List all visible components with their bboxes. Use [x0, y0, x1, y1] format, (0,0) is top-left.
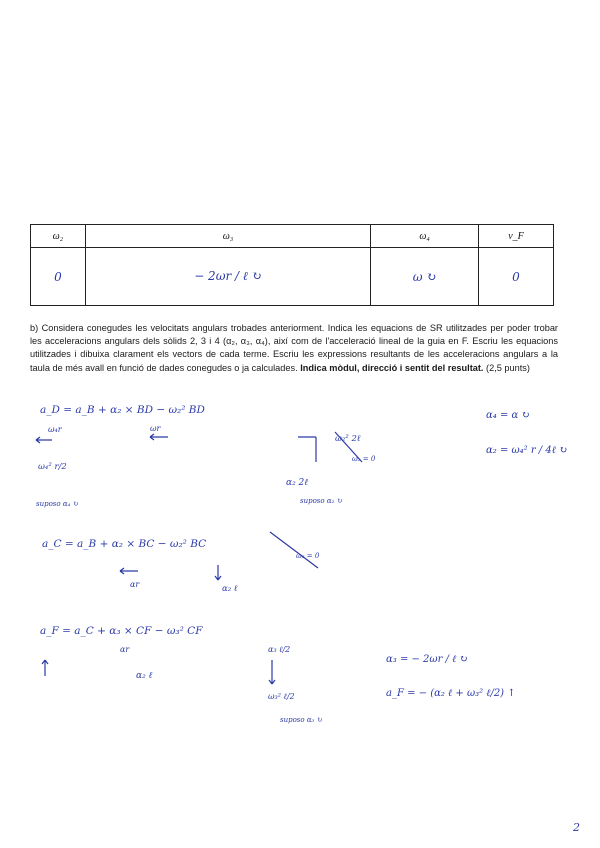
result-alpha4: α₄ = α ↻	[486, 410, 530, 421]
result-alpha3: α₃ = − 2ωr / ℓ ↻	[386, 654, 468, 665]
eq3-term-alpha3: α₃ ℓ/2	[268, 645, 291, 654]
note-alpha3: suposo α₃ ↻	[280, 716, 323, 724]
problem-intro: b) Considera conegudes les velocitats angulars trobades anteriorment. Indica les equacions de SR utilitzades per poder trobar les acceleracions angulars dels sòlids 2, 3 i 4 (α₂, α₃, α₄), així com de l'acceleració lineal de la guia en F. Escriu les equacions utilitzades i dibuixa clarament els vectors de cada terme. Escriu les expressions resultants de les acceleracions angulars a la taula de més avall en funció de dades conegudes o ja calculades.	[30, 323, 558, 373]
eq1-left-term: ω₄² r/2	[38, 462, 67, 472]
value-omega3: − 2ωr / ℓ ↻	[85, 248, 370, 306]
eq2-term-alphar: αr	[130, 580, 140, 589]
value-omega2: 0	[31, 248, 86, 306]
arrow-left-icon	[36, 437, 52, 443]
arrow-elbow-icon	[298, 437, 316, 462]
strike-line-icon	[270, 532, 318, 568]
header-omega4: ω₄	[371, 225, 479, 248]
arrow-left-icon	[120, 568, 138, 574]
header-omega3: ω₃	[85, 225, 370, 248]
eq3-line: a_F = a_C + α₃ × CF − ω₃² CF	[40, 625, 203, 637]
arrow-down-icon	[269, 660, 275, 684]
arrow-up-icon	[42, 660, 48, 676]
eq1-term-omegar: ωr	[150, 424, 161, 433]
eq1-term-omega4r: ω₄r	[48, 425, 62, 434]
eq3-term-alpha2l: α₂ ℓ	[136, 671, 153, 681]
problem-emphasis: Indica mòdul, direcció i sentit del resultat.	[300, 362, 484, 373]
value-omega4: ω ↻	[371, 248, 479, 306]
eq1-term-alpha2: α₂ 2ℓ	[286, 478, 309, 488]
result-alpha2: α₂ = ω₄² r / 4ℓ ↻	[486, 445, 568, 456]
arrow-down-icon	[215, 565, 221, 580]
eq2-term-omega2-zero: ω₂ = 0	[296, 552, 320, 560]
eq1-term-omega2sq: ω₂² 2ℓ	[335, 434, 361, 444]
eq3-term-omega3sq: ω₃² ℓ/2	[268, 692, 295, 701]
header-vF: v_F	[478, 225, 553, 248]
eq3-term-alphar: αr	[120, 645, 130, 654]
arrow-left-icon	[150, 434, 168, 440]
header-omega2: ω₂	[31, 225, 86, 248]
note-alpha4: suposo α₄ ↻	[36, 500, 79, 508]
eq1-term-omega2-zero: ω₂ = 0	[352, 455, 376, 463]
problem-points: (2,5 punts)	[486, 362, 530, 373]
eq1-line: a_D = a_B + α₂ × BD − ω₂² BD	[40, 404, 205, 416]
page-number: 2	[573, 821, 580, 834]
eq2-line: a_C = a_B + α₂ × BC − ω₂² BC	[42, 538, 207, 550]
result-aF: a_F = − (α₂ ℓ + ω₃² ℓ/2) ↑	[386, 688, 516, 699]
note-alpha2: suposo α₂ ↻	[300, 497, 343, 505]
eq2-term-alpha2l: α₂ ℓ	[222, 584, 238, 594]
value-vF: 0	[478, 248, 553, 306]
